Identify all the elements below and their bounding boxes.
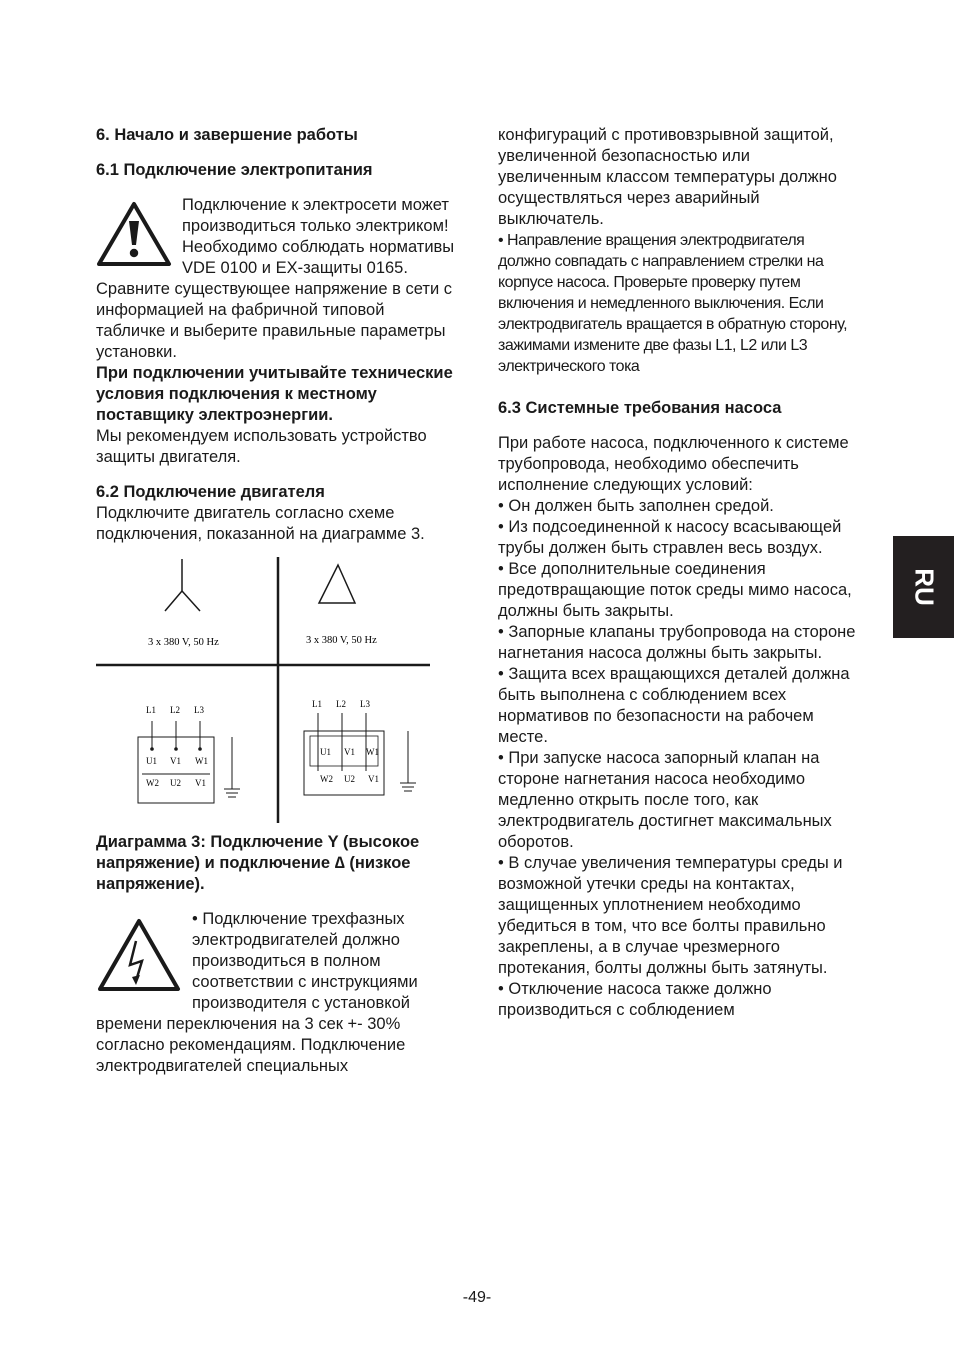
diagram-caption: Диаграмма 3: Подключение Y (высокое напряжение) и подключение ∆ (низкое напряжение). <box>96 833 420 893</box>
heading-6-2: 6.2 Подключение двигателя <box>96 483 325 501</box>
delta-voltage-label: 3 x 380 V, 50 Hz <box>306 635 377 646</box>
motor-connection-text: Подключите двигатель согласно схеме подключения, показанной на диаграмме 3. <box>96 504 425 543</box>
system-requirements-intro: При работе насоса, подключенного к системе трубопровода, необходимо обеспечить исполнение следующих условий: <box>498 434 849 494</box>
requirement-item: • Он должен быть заполнен средой. <box>498 496 858 517</box>
phase-label: L2 <box>170 705 180 715</box>
phase-label: L1 <box>312 699 322 709</box>
phase-label: L2 <box>336 699 346 709</box>
warning-triangle-icon <box>96 201 172 267</box>
terminal-label: U1 <box>146 756 157 766</box>
requirement-item: • В случае увеличения температуры среды и возможной утечки среды на контактах, защищенных уплотнением необходимо убедиться в том, что все болты правильно закреплены, а в случае чрезмерного протекания, болты должны быть затянуты. <box>498 853 858 979</box>
ex-protection-text: конфигураций с противовзрывной защитой, увеличенной безопасностью или увеличенным классом температуры должно осуществляться через аварийный выключатель. <box>498 126 837 228</box>
phase-label: L3 <box>360 699 370 709</box>
wiring-diagram <box>96 553 436 825</box>
supplier-conditions-text: При подключении учитывайте технические условия подключения к местному поставщику электроэнергии. <box>96 364 453 424</box>
motor-protection-text: Мы рекомендуем использовать устройство защиты двигателя. <box>96 427 427 466</box>
connection-warning-text: Подключение к электросети может производиться только электриком! Необходимо соблюдать нормативы VDE 0100 и EX-защиты 0165. <box>182 196 455 277</box>
star-symbol <box>165 559 200 611</box>
star-terminal-block <box>138 705 240 803</box>
terminal-label: V1 <box>368 774 379 784</box>
requirement-item: • Из подсоединенной к насосу всасывающей трубы должен быть стравлен весь воздух. <box>498 517 858 559</box>
terminal-label: W2 <box>320 774 333 784</box>
terminal-label: U2 <box>344 774 355 784</box>
star-voltage-label: 3 x 380 V, 50 Hz <box>148 637 219 648</box>
right-column <box>498 125 858 1021</box>
delta-terminal-block <box>304 699 416 795</box>
requirement-item: • Запорные клапаны трубопровода на стороне нагнетания насоса должны быть закрыты. <box>498 622 858 664</box>
heading-6-1: 6.1 Подключение электропитания <box>96 161 373 179</box>
delta-symbol <box>319 565 355 603</box>
left-column <box>96 125 458 1077</box>
language-tab-label: RU <box>909 568 939 606</box>
rotation-direction-text: • Направление вращения электродвигателя должно совпадать с направлением стрелки на корпусе насоса. Проверьте проверку путем включения и немедленного выключения. Если электродвигатель вращается в обратную сторону, зажимами измените две фазы L1, L2 или L3 электрического тока <box>498 230 858 377</box>
requirement-item: • Все дополнительные соединения предотвращающие поток среды мимо насоса, должны быть закрыты. <box>498 559 858 622</box>
page-number: -49- <box>462 1289 492 1306</box>
terminal-label: W1 <box>366 747 379 757</box>
terminal-label: U2 <box>170 778 181 788</box>
terminal-label: V1 <box>195 778 206 788</box>
requirement-item: • При запуске насоса запорный клапан на стороне нагнетания насоса необходимо медленно открыть после того, как электродвигатель достигнет максимальных оборотов. <box>498 748 858 853</box>
terminal-label: W2 <box>146 778 159 788</box>
requirement-item: • Защита всех вращающихся деталей должна быть выполнена с соблюдением всех нормативов по безопасности на рабочем месте. <box>498 664 858 748</box>
terminal-label: V1 <box>170 756 181 766</box>
terminal-label: V1 <box>344 747 355 757</box>
terminal-label: W1 <box>195 756 208 766</box>
electric-shock-icon <box>96 917 182 997</box>
section-title: 6. Начало и завершение работы <box>96 126 358 144</box>
voltage-check-text: Сравните существующее напряжение в сети с информацией на фабричной типовой табличке и выберите правильные параметры установки. <box>96 280 453 361</box>
requirement-item: • Отключение насоса также должно производиться с соблюдением <box>498 979 858 1021</box>
phase-label: L1 <box>146 705 156 715</box>
phase-label: L3 <box>194 705 204 715</box>
heading-6-3: 6.3 Системные требования насоса <box>498 399 782 417</box>
three-phase-connection-text: • Подключение трехфазных электродвигателей должно производиться в полном соответствии с инструкциями производителя с установкой времени переключения на 3 сек +- 30% согласно рекомендациям. Подключение электродвигателей специальных <box>96 909 458 1077</box>
terminal-label: U1 <box>320 747 331 757</box>
language-tab <box>893 536 954 638</box>
